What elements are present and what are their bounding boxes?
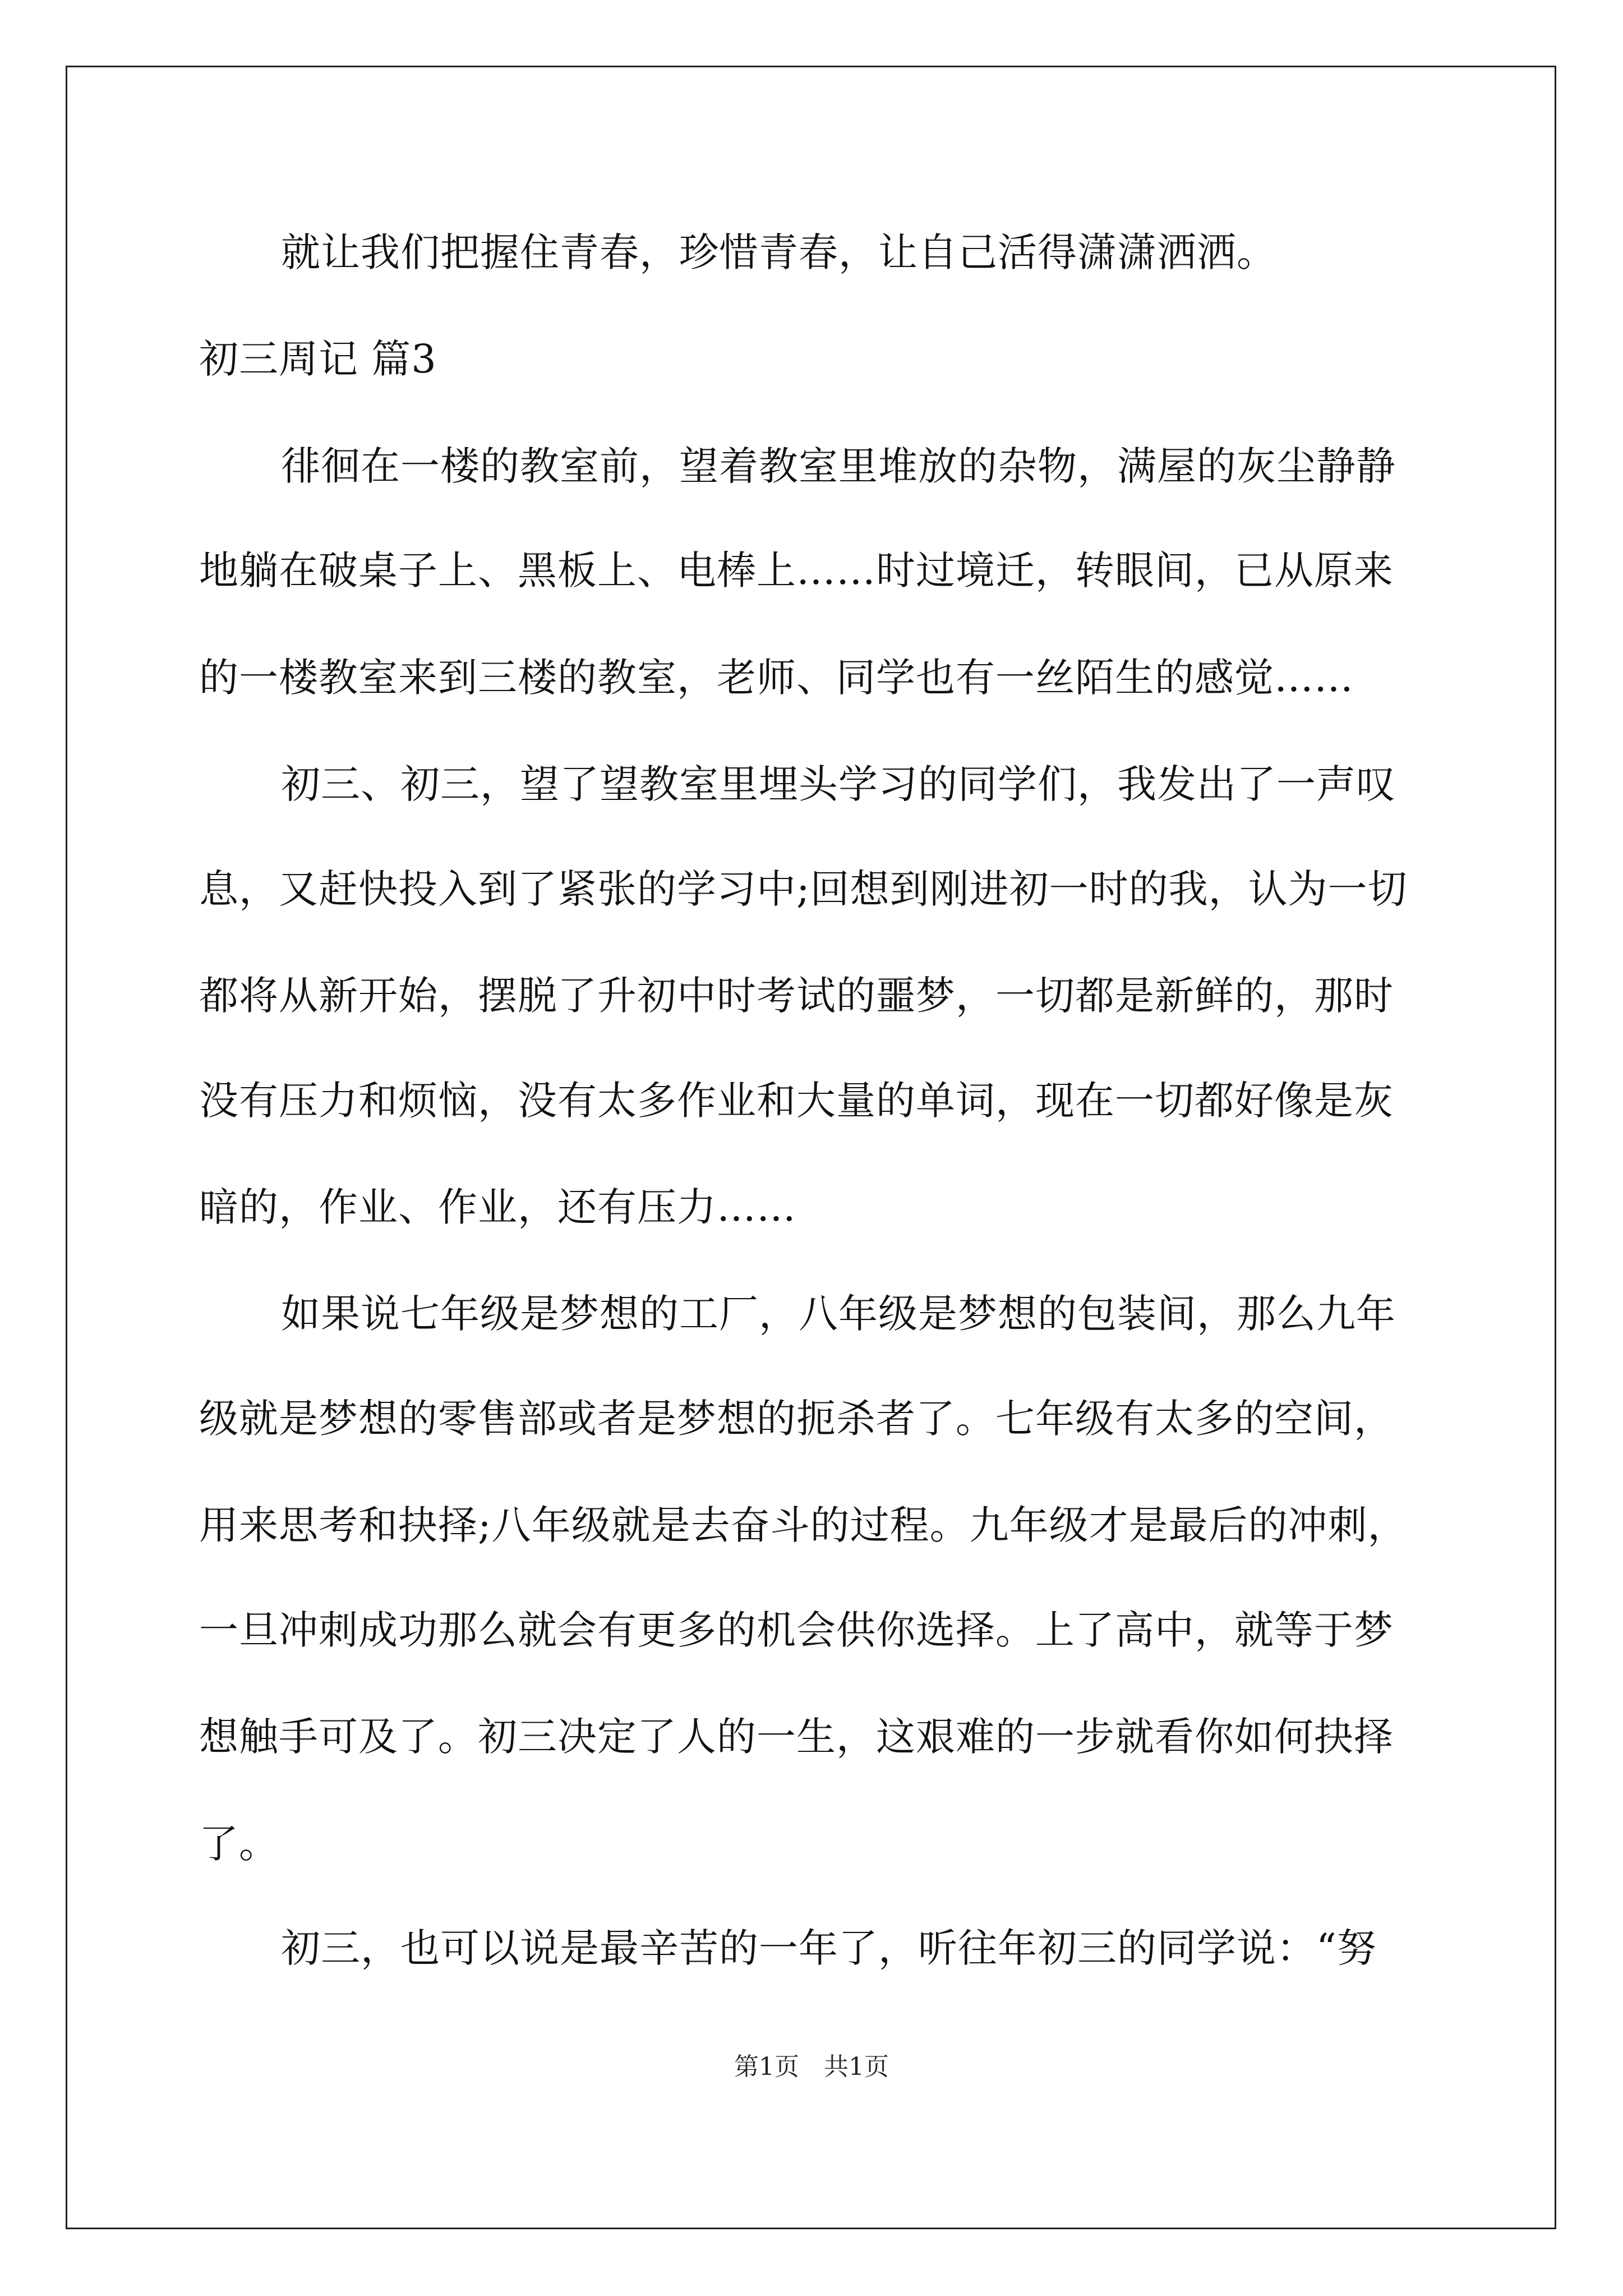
section-heading: 初三周记 篇3 — [199, 336, 437, 382]
paragraph-line: 暗的，作业、作业，还有压力…… — [199, 1184, 796, 1230]
paragraph-line: 级就是梦想的零售部或者是梦想的扼杀者了。七年级有太多的空间， — [199, 1396, 1394, 1442]
paragraph-line: 没有压力和烦恼，没有太多作业和大量的单词，现在一切都好像是灰 — [199, 1078, 1394, 1124]
paragraph-line: 初三、初三，望了望教室里埋头学习的同学们，我发出了一声叹 — [281, 761, 1396, 807]
paragraph-line: 息，又赶快投入到了紧张的学习中;回想到刚进初一时的我，认为一切 — [199, 866, 1408, 912]
paragraph-line: 都将从新开始，摆脱了升初中时考试的噩梦，一切都是新鲜的，那时 — [199, 973, 1394, 1019]
paragraph-line: 的一楼教室来到三楼的教室，老师、同学也有一丝陌生的感觉…… — [199, 655, 1354, 701]
page-number-footer: 第1页 共1页 — [734, 2053, 889, 2081]
paragraph-line: 徘徊在一楼的教室前，望着教室里堆放的杂物，满屋的灰尘静静 — [281, 443, 1396, 489]
paragraph-line: 了。 — [199, 1821, 279, 1867]
paragraph-line: 一旦冲刺成功那么就会有更多的机会供你选择。上了高中，就等于梦 — [199, 1607, 1394, 1653]
paragraph-line: 想触手可及了。初三决定了人的一生，这艰难的一步就看你如何抉择 — [199, 1714, 1394, 1760]
paragraph-line: 用来思考和抉择;八年级就是去奋斗的过程。九年级才是最后的冲刺， — [199, 1502, 1408, 1548]
paragraph-line: 如果说七年级是梦想的工厂，八年级是梦想的包装间，那么九年 — [281, 1291, 1396, 1337]
paragraph-line: 就让我们把握住青春，珍惜青春，让自己活得潇潇洒洒。 — [281, 229, 1276, 275]
page-border — [66, 66, 1556, 2229]
paragraph-line: 地躺在破桌子上、黑板上、电棒上……时过境迁，转眼间，已从原来 — [199, 547, 1394, 593]
paragraph-line: 初三，也可以说是最辛苦的一年了，听往年初三的同学说：“努 — [281, 1925, 1377, 1971]
